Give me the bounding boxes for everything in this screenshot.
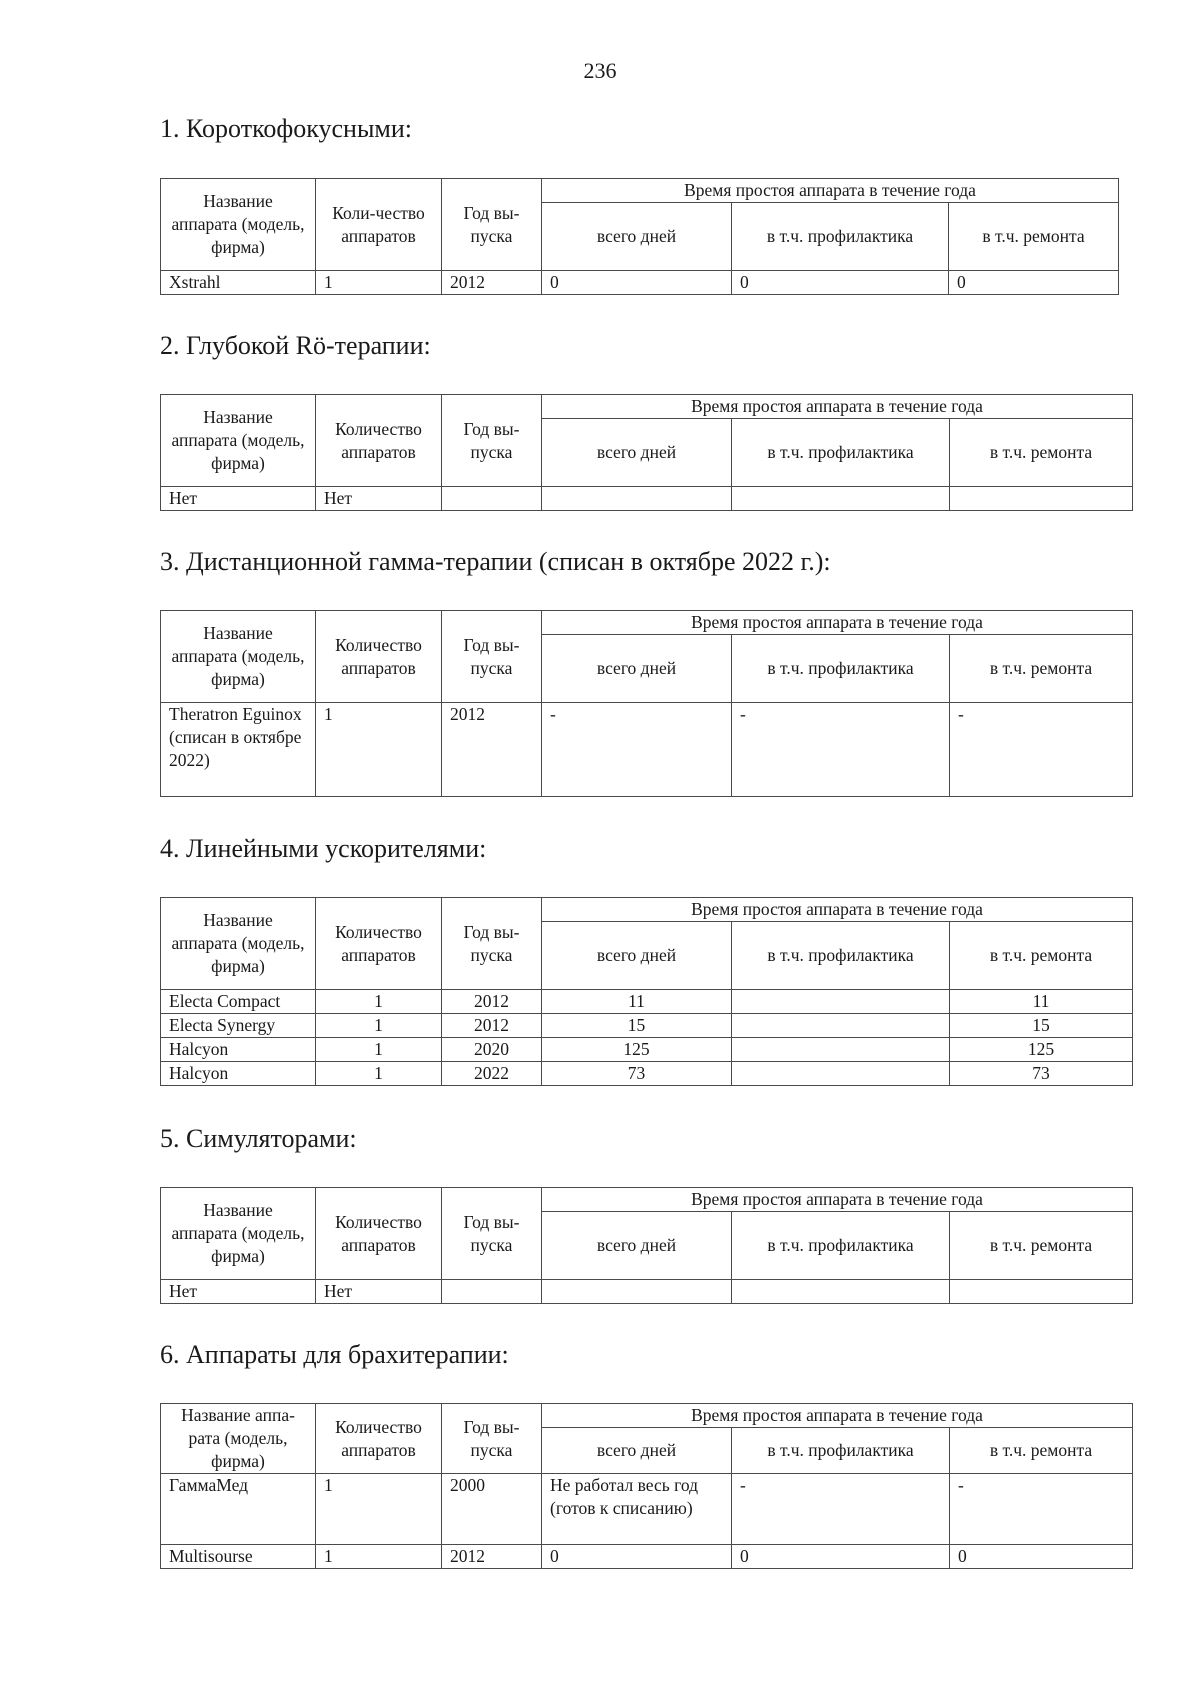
header-year: Год вы-пуска (442, 395, 542, 487)
header-total-days: всего дней (542, 635, 732, 703)
cell-repair: - (950, 1474, 1133, 1545)
header-repair: в т.ч. ремонта (950, 1428, 1133, 1474)
cell-repair: 11 (950, 990, 1133, 1014)
section-6-heading (160, 1339, 509, 1371)
cell-prevention (732, 1014, 950, 1038)
header-repair: в т.ч. ремонта (950, 635, 1133, 703)
cell-device-name: ГаммаМед (161, 1474, 316, 1545)
header-device-name: Название аппарата (модель, фирма) (161, 1188, 316, 1280)
table-row (161, 1545, 1133, 1569)
cell-device-name: Electa Synergy (161, 1014, 316, 1038)
section-heading: 1. Короткофокусными: (160, 114, 413, 143)
header-prevention: в т.ч. профилактика (732, 1212, 950, 1280)
header-downtime: Время простоя аппарата в течение года (542, 395, 1133, 419)
header-downtime: Время простоя аппарата в течение года (542, 179, 1119, 203)
section-1-heading (160, 113, 412, 145)
cell-repair (950, 487, 1133, 511)
cell-total-days: 73 (542, 1062, 732, 1086)
header-count: Количество аппаратов (316, 395, 442, 487)
table-row (161, 487, 1133, 511)
header-device-name: Название аппа-рата (модель, фирма) (161, 1404, 316, 1474)
cell-device-name: Multisourse (161, 1545, 316, 1569)
short-focus-table (160, 178, 1119, 295)
cell-prevention (732, 1038, 950, 1062)
cell-year: 2012 (442, 1545, 542, 1569)
cell-device-name: Нет (161, 487, 316, 511)
page-number: 236 (583, 58, 617, 83)
linear-accelerators-table (160, 897, 1133, 1086)
header-device-name: Название аппарата (модель, фирма) (161, 898, 316, 990)
cell-device-name: Xstrahl (161, 271, 316, 295)
cell-year: 2000 (442, 1474, 542, 1545)
section-heading: 4. Линейными ускорителями: (160, 834, 487, 863)
cell-count: Нет (316, 1280, 442, 1304)
section-heading: 6. Аппараты для брахитерапии: (160, 1340, 509, 1369)
section-5-heading (160, 1123, 357, 1155)
cell-repair (950, 1280, 1133, 1304)
header-repair: в т.ч. ремонта (949, 203, 1119, 271)
header-year: Год вы-пуска (442, 179, 542, 271)
cell-total-days: 0 (542, 271, 732, 295)
cell-count: 1 (316, 1062, 442, 1086)
header-total-days: всего дней (542, 419, 732, 487)
cell-total-days: 11 (542, 990, 732, 1014)
header-device-name: Название аппарата (модель, фирма) (161, 611, 316, 703)
section-4-heading (160, 833, 486, 865)
cell-year: 2022 (442, 1062, 542, 1086)
cell-count: 1 (316, 1014, 442, 1038)
cell-count: 1 (316, 1545, 442, 1569)
table-row (161, 1038, 1133, 1062)
header-downtime: Время простоя аппарата в течение года (542, 898, 1133, 922)
cell-repair: - (950, 703, 1133, 797)
cell-count: 1 (316, 1038, 442, 1062)
cell-count: Нет (316, 487, 442, 511)
cell-year: 2020 (442, 1038, 542, 1062)
table-row (161, 1280, 1133, 1304)
cell-count: 1 (316, 990, 442, 1014)
cell-total-days: 125 (542, 1038, 732, 1062)
header-year: Год вы-пуска (442, 898, 542, 990)
cell-repair: 0 (949, 271, 1119, 295)
cell-total-days: 0 (542, 1545, 732, 1569)
header-count: Коли-чество аппаратов (316, 179, 442, 271)
header-total-days: всего дней (542, 1428, 732, 1474)
table-row (161, 703, 1133, 797)
gamma-therapy-table (160, 610, 1133, 797)
simulators-table (160, 1187, 1133, 1304)
cell-year: 2012 (442, 990, 542, 1014)
table-row (161, 1474, 1133, 1545)
cell-count: 1 (316, 1474, 442, 1545)
cell-total-days: - (542, 703, 732, 797)
cell-device-name: Theratron Eguinox (списан в октябре 2022) (161, 703, 316, 797)
header-year: Год вы-пуска (442, 1404, 542, 1474)
header-year: Год вы-пуска (442, 1188, 542, 1280)
cell-prevention (732, 1280, 950, 1304)
table-row (161, 271, 1119, 295)
header-year: Год вы-пуска (442, 611, 542, 703)
header-total-days: всего дней (542, 203, 732, 271)
cell-device-name: Electa Compact (161, 990, 316, 1014)
header-prevention: в т.ч. профилактика (732, 419, 950, 487)
header-repair: в т.ч. ремонта (950, 922, 1133, 990)
cell-year (442, 487, 542, 511)
header-downtime: Время простоя аппарата в течение года (542, 1188, 1133, 1212)
section-heading: 2. Глубокой Rö-терапии: (160, 331, 431, 360)
cell-device-name: Нет (161, 1280, 316, 1304)
cell-year: 2012 (442, 703, 542, 797)
header-total-days: всего дней (542, 1212, 732, 1280)
cell-prevention (732, 487, 950, 511)
header-prevention: в т.ч. профилактика (732, 1428, 950, 1474)
cell-year: 2012 (442, 1014, 542, 1038)
cell-prevention (732, 1062, 950, 1086)
header-total-days: всего дней (542, 922, 732, 990)
header-prevention: в т.ч. профилактика (732, 635, 950, 703)
cell-prevention: 0 (732, 271, 949, 295)
header-count: Количество аппаратов (316, 1188, 442, 1280)
cell-total-days (542, 487, 732, 511)
cell-total-days: Не работал весь год (готов к списанию) (542, 1474, 732, 1545)
cell-repair: 125 (950, 1038, 1133, 1062)
cell-repair: 0 (950, 1545, 1133, 1569)
cell-prevention (732, 990, 950, 1014)
cell-year (442, 1280, 542, 1304)
header-device-name: Название аппарата (модель, фирма) (161, 179, 316, 271)
table-row (161, 990, 1133, 1014)
header-downtime: Время простоя аппарата в течение года (542, 1404, 1133, 1428)
header-repair: в т.ч. ремонта (950, 1212, 1133, 1280)
cell-device-name: Halcyon (161, 1038, 316, 1062)
header-prevention: в т.ч. профилактика (732, 922, 950, 990)
table-row (161, 1014, 1133, 1038)
cell-repair: 15 (950, 1014, 1133, 1038)
header-device-name: Название аппарата (модель, фирма) (161, 395, 316, 487)
section-3-heading (160, 546, 831, 578)
section-heading: 5. Симуляторами: (160, 1124, 357, 1153)
cell-count: 1 (316, 703, 442, 797)
table-row (161, 1062, 1133, 1086)
header-count: Количество аппаратов (316, 611, 442, 703)
cell-total-days: 15 (542, 1014, 732, 1038)
cell-prevention: - (732, 1474, 950, 1545)
deep-ro-table (160, 394, 1133, 511)
header-count: Количество аппаратов (316, 898, 442, 990)
header-prevention: в т.ч. профилактика (732, 203, 949, 271)
header-downtime: Время простоя аппарата в течение года (542, 611, 1133, 635)
header-repair: в т.ч. ремонта (950, 419, 1133, 487)
section-heading: 3. Дистанционной гамма-терапии (списан в октябре 2022 г.): (160, 547, 831, 576)
cell-prevention: 0 (732, 1545, 950, 1569)
cell-year: 2012 (442, 271, 542, 295)
cell-count: 1 (316, 271, 442, 295)
section-2-heading (160, 330, 431, 362)
header-count: Количество аппаратов (316, 1404, 442, 1474)
cell-prevention: - (732, 703, 950, 797)
cell-device-name: Halcyon (161, 1062, 316, 1086)
cell-repair: 73 (950, 1062, 1133, 1086)
cell-total-days (542, 1280, 732, 1304)
brachytherapy-table (160, 1403, 1133, 1569)
